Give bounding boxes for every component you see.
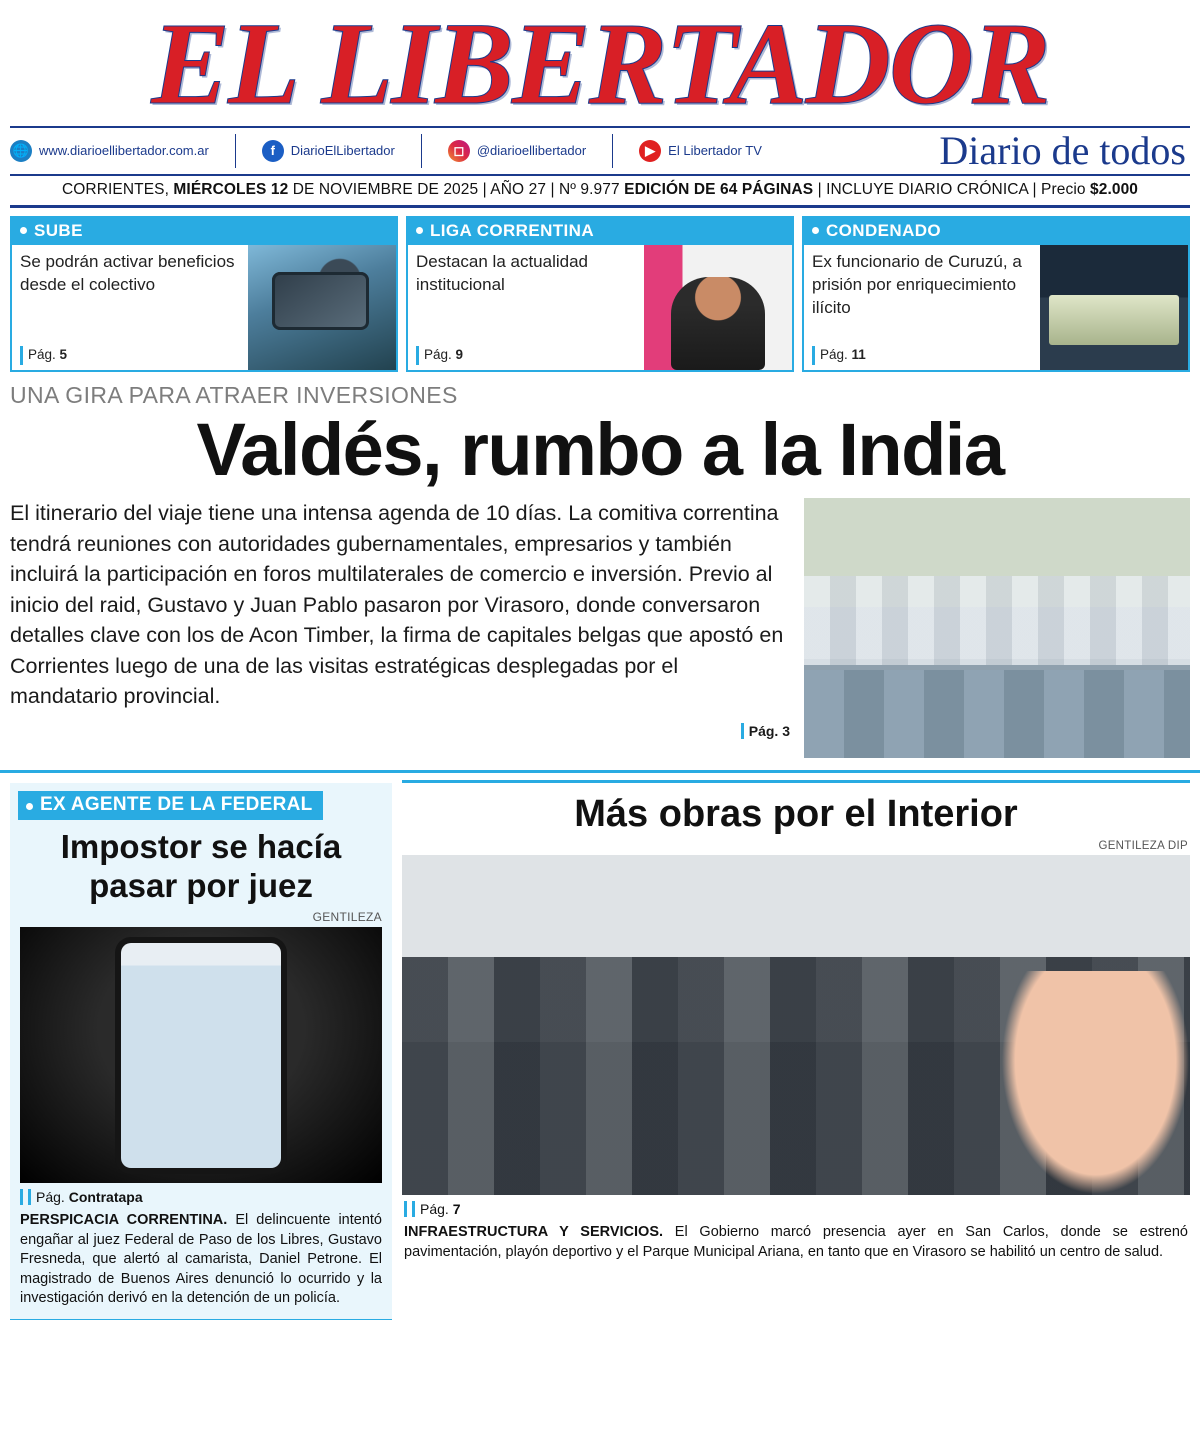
dateline-extra: | INCLUYE DIARIO CRÓNICA | Precio	[813, 180, 1090, 198]
social-instagram-label: @diarioellibertador	[476, 143, 587, 159]
teaser-liga-image	[644, 245, 792, 370]
left-story-image	[20, 927, 382, 1183]
teaser-sube-image	[248, 245, 396, 370]
left-story-caption	[10, 1209, 392, 1315]
page-number: 3	[782, 722, 790, 739]
right-story-page[interactable]	[402, 1195, 1190, 1221]
page-number: 5	[59, 347, 68, 363]
dateline-date: MIÉRCOLES 12	[173, 180, 289, 198]
teaser-row	[0, 208, 1200, 372]
teaser-liga-text	[408, 245, 644, 370]
social-facebook[interactable]	[262, 140, 395, 162]
social-youtube[interactable]	[639, 140, 762, 162]
teaser-liga-label: LIGA CORRENTINA	[430, 220, 595, 240]
newspaper-logo: EL LIBERTADOR	[151, 0, 1049, 129]
social-youtube-label: El Libertador TV	[668, 143, 762, 159]
teaser-liga-body	[408, 245, 792, 370]
dateline-price: $2.000	[1090, 180, 1139, 198]
page-prefix: Pág.	[412, 1201, 449, 1217]
youtube-icon: ▶	[639, 140, 661, 162]
right-story-caption-lead: INFRAESTRUCTURA Y SERVICIOS.	[404, 1224, 664, 1241]
dateline-pages: EDICIÓN DE 64 PÁGINAS	[624, 180, 814, 198]
teaser-sube-page[interactable]	[20, 346, 242, 364]
teaser-sube-label: SUBE	[34, 220, 83, 240]
teaser-liga-correntina[interactable]	[406, 216, 794, 372]
right-story-credit: GENTILEZA DIP	[1098, 840, 1188, 853]
teaser-sube-label-bar	[12, 218, 396, 245]
main-story-page[interactable]	[10, 722, 790, 742]
facebook-icon: f	[262, 140, 284, 162]
teaser-sube[interactable]	[10, 216, 398, 372]
page-number: 11	[851, 347, 866, 363]
bullet-icon	[812, 227, 819, 234]
teaser-condenado[interactable]	[802, 216, 1190, 372]
left-story-label-text: EX AGENTE DE LA FEDERAL	[40, 794, 313, 816]
page-number: 9	[455, 347, 464, 363]
social-facebook-label: DiarioElLibertador	[290, 143, 395, 159]
page-number: Contratapa	[68, 1189, 143, 1206]
teaser-condenado-label-bar	[804, 218, 1188, 245]
teaser-liga-copy: Destacan la actualidad institucional	[416, 251, 589, 294]
social-website-label: www.diarioellibertador.com.ar	[39, 143, 209, 159]
teaser-condenado-body	[804, 245, 1188, 370]
left-story-credit: GENTILEZA	[312, 910, 382, 925]
teaser-sube-copy: Se podrán activar beneficios desde el colectivo	[20, 251, 235, 294]
divider	[235, 134, 236, 168]
main-story-lead: El itinerario del viaje tiene una intensa agenda de 10 días. La comitiva correntina tendrá reuniones con autoridades gubernamentales, empresarios y también incluirá la participación en foros multilaterales de comercio e inversión. Previo al inicio del raid, Gustavo y Juan Pablo pasaron por Virasoro, donde conversaron detalles clave con los de Acon Timber, la firma de capitales belgas que apostó en Corrientes luego de una de las visitas estratégicas desplegadas por el mandatario provincial.	[10, 501, 784, 709]
bottom-section	[0, 770, 1200, 1320]
dateline	[10, 174, 1190, 208]
teaser-condenado-image	[1040, 245, 1188, 370]
bullet-icon	[20, 227, 27, 234]
teaser-condenado-copy: Ex funcionario de Curuzú, a prisión por enriquecimiento ilícito	[812, 251, 1022, 317]
teaser-condenado-label: CONDENADO	[826, 220, 942, 240]
page-prefix: Pág.	[28, 1189, 65, 1205]
social-bar	[10, 126, 1190, 173]
divider	[421, 134, 422, 168]
left-story-caption-lead: PERSPICACIA CORRENTINA.	[20, 1212, 228, 1229]
dateline-issue: DE NOVIEMBRE DE 2025 | AÑO 27 | Nº 9.977	[288, 180, 625, 198]
right-story-image	[402, 855, 1190, 1195]
masthead	[0, 0, 1200, 208]
left-story-caption-text: El delincuente intentó engañar al juez Federal de Paso de los Libres, Gustavo Fresneda, que alertó al camarista, Daniel Petrone. El magistrado de Buenos Aires denunció lo ocurrido y la investigación derivó en la detención de un policía.	[20, 1212, 382, 1307]
left-story-page[interactable]	[10, 1183, 392, 1209]
left-story[interactable]	[10, 783, 392, 1320]
main-story-image	[804, 498, 1190, 758]
social-website[interactable]	[10, 140, 209, 162]
dateline-city: CORRIENTES,	[61, 180, 174, 198]
right-story-headline[interactable]: Más obras por el Interior	[574, 793, 1018, 836]
right-story-caption	[402, 1221, 1190, 1268]
teaser-sube-body	[12, 245, 396, 370]
left-story-headline[interactable]: Impostor se hacía pasar por juez	[60, 828, 342, 905]
page-prefix: Pág.	[424, 347, 452, 363]
main-story-body	[0, 488, 1200, 758]
main-story-headline[interactable]: Valdés, rumbo a la India	[196, 407, 1004, 491]
left-story-label	[18, 791, 323, 820]
bullet-icon	[416, 227, 423, 234]
teaser-condenado-page[interactable]	[812, 346, 1034, 364]
right-story-caption-text: El Gobierno marcó presencia ayer en San Carlos, donde se estrenó pavimentación, playón deportivo y el Parque Municipal Ariana, en tanto que en Virasoro se habilitó un centro de salud.	[404, 1224, 1189, 1260]
divider	[612, 134, 613, 168]
teaser-sube-text	[12, 245, 248, 370]
page-prefix: Pág.	[820, 347, 848, 363]
page-prefix: Pág.	[28, 347, 56, 363]
social-instagram[interactable]	[448, 140, 586, 162]
page-prefix: Pág.	[748, 722, 779, 739]
page-number: 7	[452, 1201, 461, 1218]
bullet-icon	[26, 803, 33, 810]
main-story-kicker: UNA GIRA PARA ATRAER INVERSIONES	[10, 381, 458, 408]
instagram-icon: ◻	[448, 140, 470, 162]
masthead-tagline: Diario de todos	[939, 127, 1186, 173]
globe-icon: 🌐	[10, 140, 32, 162]
teaser-liga-label-bar	[408, 218, 792, 245]
main-story-lead-column	[10, 498, 790, 758]
teaser-condenado-text	[804, 245, 1040, 370]
right-story[interactable]	[402, 780, 1190, 1320]
teaser-liga-page[interactable]	[416, 346, 638, 364]
